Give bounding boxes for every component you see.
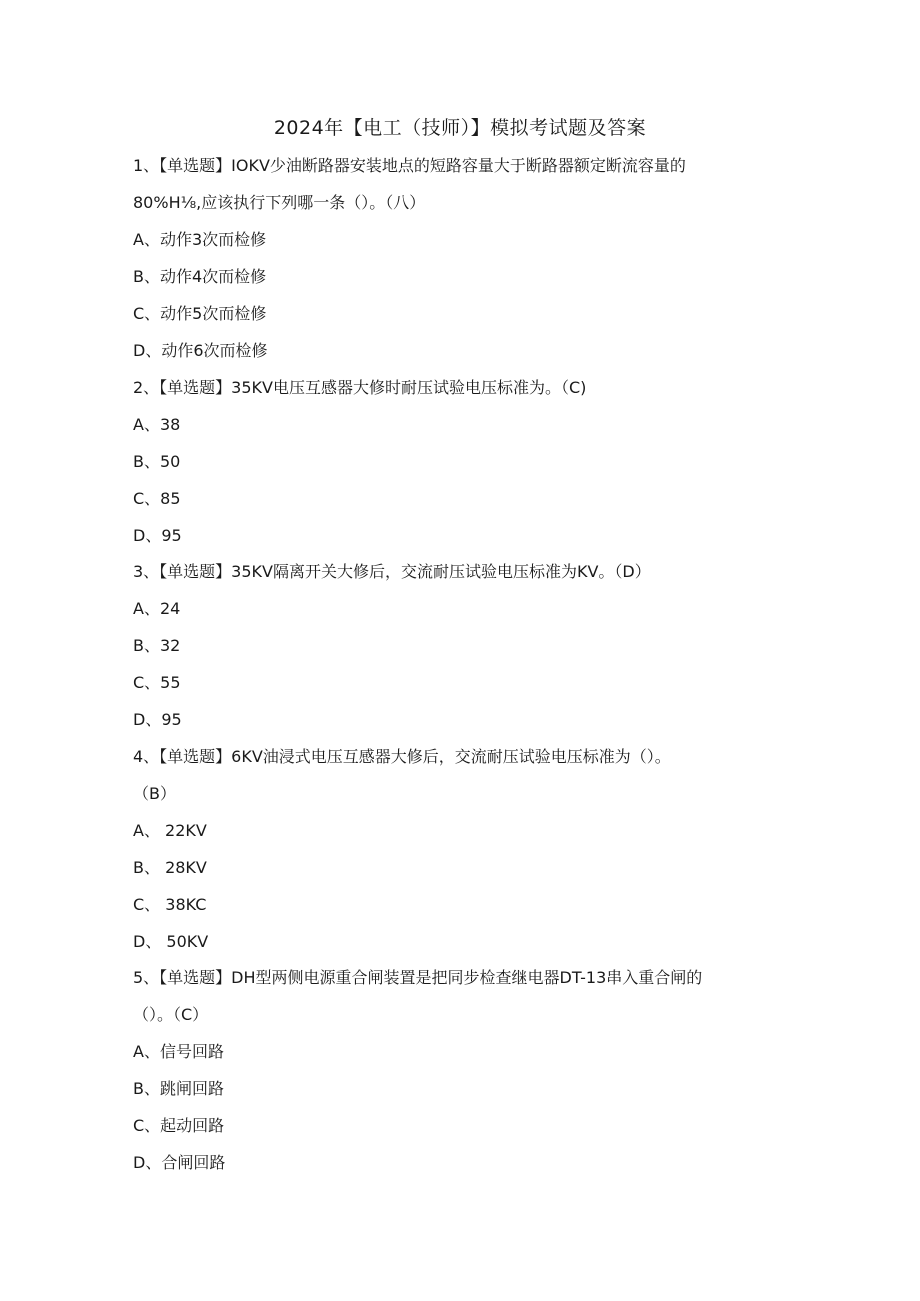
question-5-option-c: C、起动回路 [133,1116,225,1135]
question-1-option-d: D、动作6次而检修 [133,341,268,360]
question-1-stem-continued: 80%H⅛,应该执行下列哪一条（）。（八） [133,193,426,212]
question-3-option-c: C、55 [133,673,181,692]
question-3-option-d: D、95 [133,710,182,729]
question-4-option-d: D、 50KV [133,932,209,951]
question-1-option-b: B、动作4次而检修 [133,267,267,286]
question-5-option-b: B、跳闸回路 [133,1079,224,1098]
question-5-option-d: D、合闸回路 [133,1153,226,1172]
question-4-option-b: B、 28KV [133,858,207,877]
question-2-stem: 2、【单选题】35KV电压互感器大修时耐压试验电压标准为。（C) [133,378,587,397]
question-5-option-a: A、信号回路 [133,1042,224,1061]
question-5-stem-continued: （）。（C） [133,1005,209,1024]
question-4-option-c: C、 38KC [133,895,207,914]
question-1-option-a: A、动作3次而检修 [133,230,267,249]
question-1-stem: 1、【单选题】IOKV少油断路器安装地点的短路容量大于断路器额定断流容量的 [133,156,686,175]
question-3-stem: 3、【单选题】35KV隔离开关大修后，交流耐压试验电压标准为KV。（D） [133,562,651,581]
question-3-option-b: B、32 [133,636,181,655]
question-4-answer: （B） [133,784,176,803]
document-title: 2024年【电工（技师）】模拟考试题及答案 [273,117,647,139]
question-2-option-a: A、38 [133,415,181,434]
question-1-option-c: C、动作5次而检修 [133,304,267,323]
question-3-option-a: A、24 [133,599,181,618]
question-2-option-d: D、95 [133,526,182,545]
question-5-stem: 5、【单选题】DH型两侧电源重合闸装置是把同步检查继电器DT-13串入重合闸的 [133,968,703,987]
question-4-option-a: A、 22KV [133,821,207,840]
question-2-option-c: C、85 [133,489,181,508]
question-2-option-b: B、50 [133,452,181,471]
question-4-stem: 4、【单选题】6KV油浸式电压互感器大修后，交流耐压试验电压标准为（）。 [133,747,671,766]
